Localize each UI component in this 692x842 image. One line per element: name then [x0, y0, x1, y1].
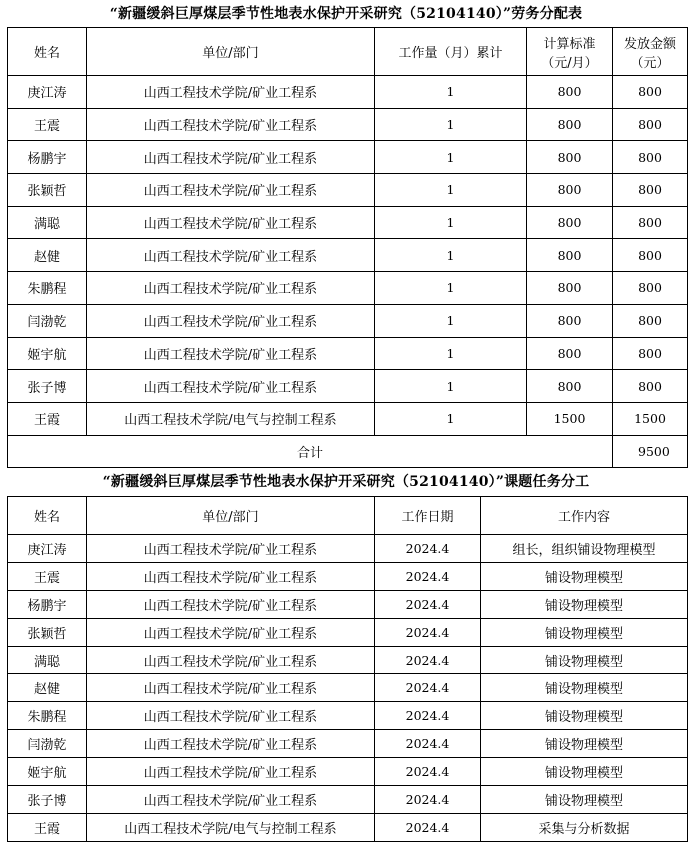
cell-name: 闫渤乾	[8, 304, 87, 337]
table1-title: “新疆缓斜巨厚煤层季节性地表水保护开采研究（52104140）”劳务分配表	[109, 6, 583, 22]
cell-unit: 山西工程技术学院/矿业工程系	[87, 590, 375, 618]
total-value: 9500	[613, 435, 688, 467]
header-content: 工作内容	[481, 497, 688, 535]
table-row	[8, 141, 688, 174]
header-unit: 单位/部门	[87, 497, 375, 535]
table-row	[8, 108, 688, 141]
cell-amount: 800	[613, 108, 688, 141]
task-division-table	[7, 496, 688, 842]
header-workload: 工作量（月）累计	[375, 28, 527, 76]
cell-date: 2024.4	[375, 562, 481, 590]
table-row	[8, 239, 688, 272]
table-row	[8, 702, 688, 730]
cell-unit: 山西工程技术学院/矿业工程系	[87, 141, 375, 174]
cell-unit: 山西工程技术学院/矿业工程系	[87, 758, 375, 786]
cell-name: 姬宇航	[8, 337, 87, 370]
cell-date: 2024.4	[375, 535, 481, 563]
cell-workload: 1	[375, 337, 527, 370]
cell-date: 2024.4	[375, 674, 481, 702]
cell-unit: 山西工程技术学院/矿业工程系	[87, 174, 375, 207]
cell-name: 王震	[8, 108, 87, 141]
table-row	[8, 646, 688, 674]
table-row	[8, 674, 688, 702]
cell-amount: 800	[613, 337, 688, 370]
header-amount-line2: （元）	[630, 55, 670, 71]
cell-content: 铺设物理模型	[481, 674, 688, 702]
cell-rate: 800	[527, 272, 613, 305]
table-row	[8, 758, 688, 786]
cell-unit: 山西工程技术学院/矿业工程系	[87, 272, 375, 305]
cell-unit: 山西工程技术学院/矿业工程系	[87, 337, 375, 370]
cell-content: 采集与分析数据	[481, 813, 688, 841]
table2-title: “新疆缓斜巨厚煤层季节性地表水保护开采研究（52104140）”课题任务分工	[102, 474, 590, 490]
cell-unit: 山西工程技术学院/矿业工程系	[87, 239, 375, 272]
header-amount	[613, 28, 688, 76]
cell-rate: 800	[527, 304, 613, 337]
cell-unit: 山西工程技术学院/矿业工程系	[87, 646, 375, 674]
cell-rate: 800	[527, 239, 613, 272]
cell-name: 满聪	[8, 646, 87, 674]
cell-rate: 800	[527, 337, 613, 370]
cell-amount: 800	[613, 370, 688, 403]
cell-date: 2024.4	[375, 813, 481, 841]
cell-content: 铺设物理模型	[481, 702, 688, 730]
cell-workload: 1	[375, 370, 527, 403]
cell-date: 2024.4	[375, 786, 481, 814]
header-name: 姓名	[8, 497, 87, 535]
cell-amount: 800	[613, 304, 688, 337]
cell-date: 2024.4	[375, 702, 481, 730]
cell-content: 铺设物理模型	[481, 730, 688, 758]
cell-workload: 1	[375, 141, 527, 174]
table2-body	[8, 535, 688, 842]
cell-workload: 1	[375, 76, 527, 109]
table1-total-row	[8, 435, 688, 467]
cell-rate: 800	[527, 174, 613, 207]
cell-rate: 800	[527, 108, 613, 141]
cell-amount: 800	[613, 272, 688, 305]
cell-workload: 1	[375, 206, 527, 239]
table-row	[8, 174, 688, 207]
cell-unit: 山西工程技术学院/矿业工程系	[87, 304, 375, 337]
table-row	[8, 590, 688, 618]
cell-amount: 800	[613, 206, 688, 239]
cell-amount: 800	[613, 76, 688, 109]
cell-content: 铺设物理模型	[481, 590, 688, 618]
cell-rate: 800	[527, 370, 613, 403]
cell-content: 铺设物理模型	[481, 786, 688, 814]
cell-workload: 1	[375, 108, 527, 141]
cell-amount: 800	[613, 174, 688, 207]
cell-name: 张子博	[8, 370, 87, 403]
table2-header-row	[8, 497, 688, 535]
cell-date: 2024.4	[375, 646, 481, 674]
table-row	[8, 337, 688, 370]
header-rate-line1: 计算标准	[543, 36, 596, 52]
cell-date: 2024.4	[375, 590, 481, 618]
cell-unit: 山西工程技术学院/矿业工程系	[87, 674, 375, 702]
cell-content: 铺设物理模型	[481, 758, 688, 786]
table-row	[8, 370, 688, 403]
cell-unit: 山西工程技术学院/矿业工程系	[87, 76, 375, 109]
header-amount-line1: 发放金额	[623, 36, 676, 52]
cell-name: 张子博	[8, 786, 87, 814]
labor-allocation-table	[7, 27, 688, 468]
cell-rate: 800	[527, 141, 613, 174]
table-row	[8, 206, 688, 239]
cell-rate: 1500	[527, 402, 613, 435]
cell-date: 2024.4	[375, 730, 481, 758]
header-date: 工作日期	[375, 497, 481, 535]
cell-name: 闫渤乾	[8, 730, 87, 758]
header-name: 姓名	[8, 28, 87, 76]
cell-unit: 山西工程技术学院/矿业工程系	[87, 730, 375, 758]
header-rate-line2: （元/月）	[541, 55, 598, 71]
table-row	[8, 76, 688, 109]
cell-name: 朱鹏程	[8, 702, 87, 730]
cell-name: 张颖哲	[8, 174, 87, 207]
total-label: 合计	[8, 435, 613, 467]
cell-unit: 山西工程技术学院/矿业工程系	[87, 535, 375, 563]
table-row	[8, 562, 688, 590]
cell-amount: 1500	[613, 402, 688, 435]
cell-unit: 山西工程技术学院/电气与控制工程系	[87, 402, 375, 435]
table-row	[8, 535, 688, 563]
cell-rate: 800	[527, 76, 613, 109]
cell-name: 庚江涛	[8, 535, 87, 563]
cell-unit: 山西工程技术学院/矿业工程系	[87, 702, 375, 730]
table-row	[8, 304, 688, 337]
cell-unit: 山西工程技术学院/电气与控制工程系	[87, 813, 375, 841]
cell-name: 杨鹏宇	[8, 141, 87, 174]
cell-unit: 山西工程技术学院/矿业工程系	[87, 786, 375, 814]
header-unit: 单位/部门	[87, 28, 375, 76]
cell-workload: 1	[375, 239, 527, 272]
cell-content: 铺设物理模型	[481, 562, 688, 590]
table-row	[8, 618, 688, 646]
cell-date: 2024.4	[375, 758, 481, 786]
table-row	[8, 813, 688, 841]
table-row	[8, 786, 688, 814]
cell-name: 庚江涛	[8, 76, 87, 109]
cell-unit: 山西工程技术学院/矿业工程系	[87, 108, 375, 141]
cell-name: 赵健	[8, 674, 87, 702]
cell-unit: 山西工程技术学院/矿业工程系	[87, 618, 375, 646]
cell-name: 王震	[8, 562, 87, 590]
cell-content: 铺设物理模型	[481, 618, 688, 646]
cell-unit: 山西工程技术学院/矿业工程系	[87, 562, 375, 590]
cell-workload: 1	[375, 304, 527, 337]
cell-unit: 山西工程技术学院/矿业工程系	[87, 370, 375, 403]
header-rate	[527, 28, 613, 76]
cell-content: 组长，组织铺设物理模型	[481, 535, 688, 563]
cell-name: 朱鹏程	[8, 272, 87, 305]
cell-workload: 1	[375, 402, 527, 435]
table-row	[8, 730, 688, 758]
table-row	[8, 272, 688, 305]
cell-amount: 800	[613, 141, 688, 174]
cell-name: 张颖哲	[8, 618, 87, 646]
cell-workload: 1	[375, 272, 527, 305]
cell-content: 铺设物理模型	[481, 646, 688, 674]
cell-workload: 1	[375, 174, 527, 207]
cell-name: 杨鹏宇	[8, 590, 87, 618]
cell-name: 王霞	[8, 813, 87, 841]
cell-name: 王霞	[8, 402, 87, 435]
table1-body	[8, 76, 688, 436]
cell-amount: 800	[613, 239, 688, 272]
table-row	[8, 402, 688, 435]
cell-rate: 800	[527, 206, 613, 239]
cell-name: 姬宇航	[8, 758, 87, 786]
cell-unit: 山西工程技术学院/矿业工程系	[87, 206, 375, 239]
cell-name: 满聪	[8, 206, 87, 239]
cell-date: 2024.4	[375, 618, 481, 646]
table1-header-row	[8, 28, 688, 76]
cell-name: 赵健	[8, 239, 87, 272]
